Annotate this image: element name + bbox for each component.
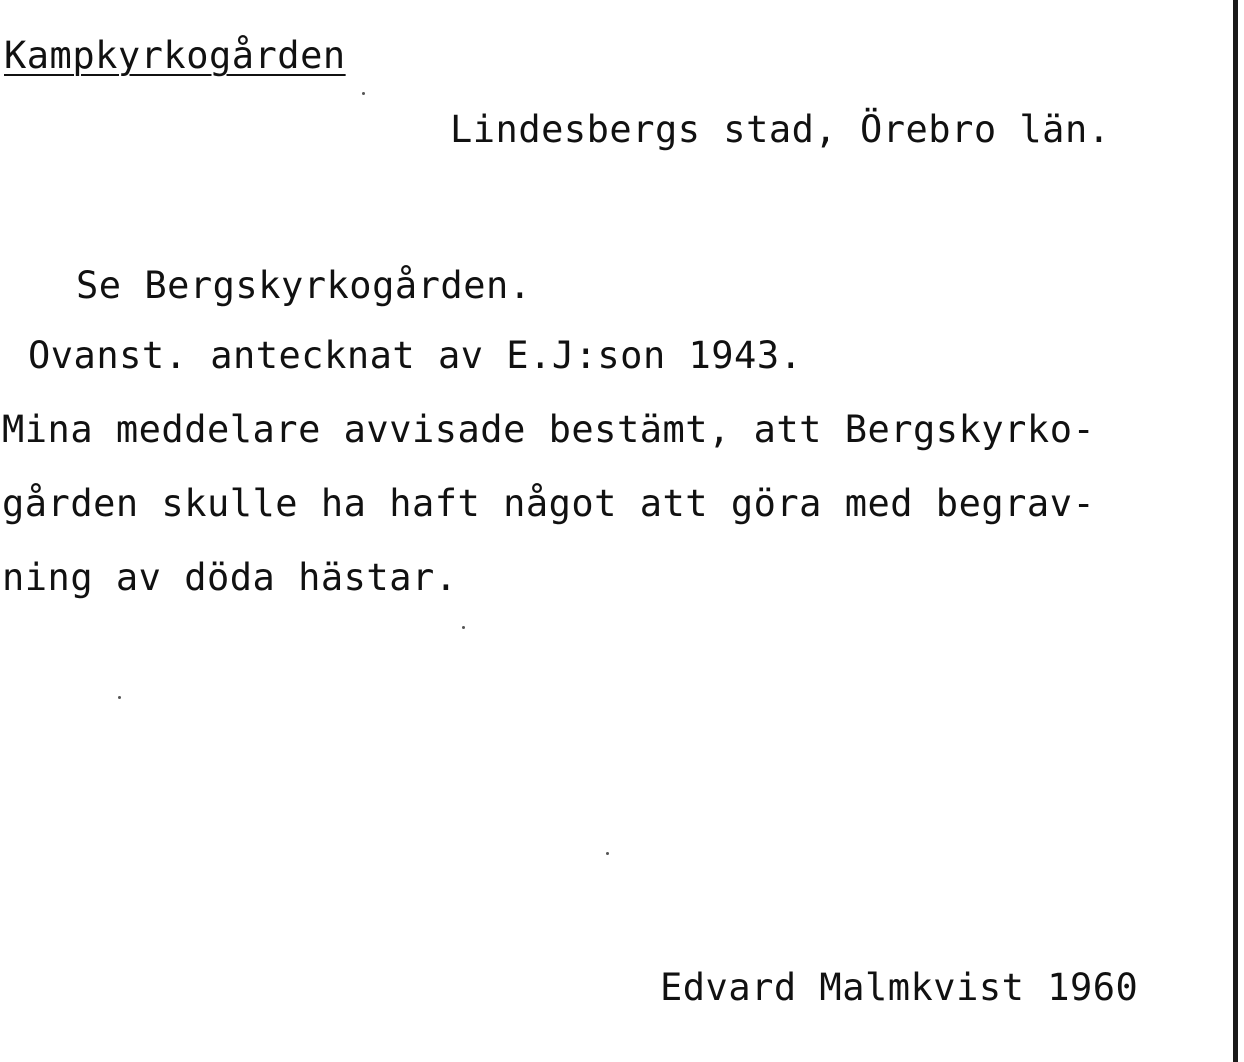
paragraph-line-2: gården skulle ha haft något att göra med begrav- [2, 482, 1096, 525]
paper-speck [606, 852, 609, 855]
place-line: Lindesbergs stad, Örebro län. [450, 108, 1111, 151]
signature: Edvard Malmkvist 1960 [660, 966, 1139, 1009]
paragraph-line-1: Mina meddelare avvisade bestämt, att Bergskyrko- [2, 408, 1096, 451]
paragraph-line-3: ning av döda hästar. [2, 556, 458, 599]
see-also-line: Se Bergskyrkogården. [76, 264, 532, 307]
paper-speck [462, 626, 465, 629]
paper-speck [362, 92, 365, 95]
paper-speck [118, 696, 121, 699]
noted-by-line: Ovanst. antecknat av E.J:son 1943. [28, 334, 803, 377]
card-right-edge [1233, 0, 1238, 1062]
card-heading: Kampkyrkogården [4, 34, 346, 77]
